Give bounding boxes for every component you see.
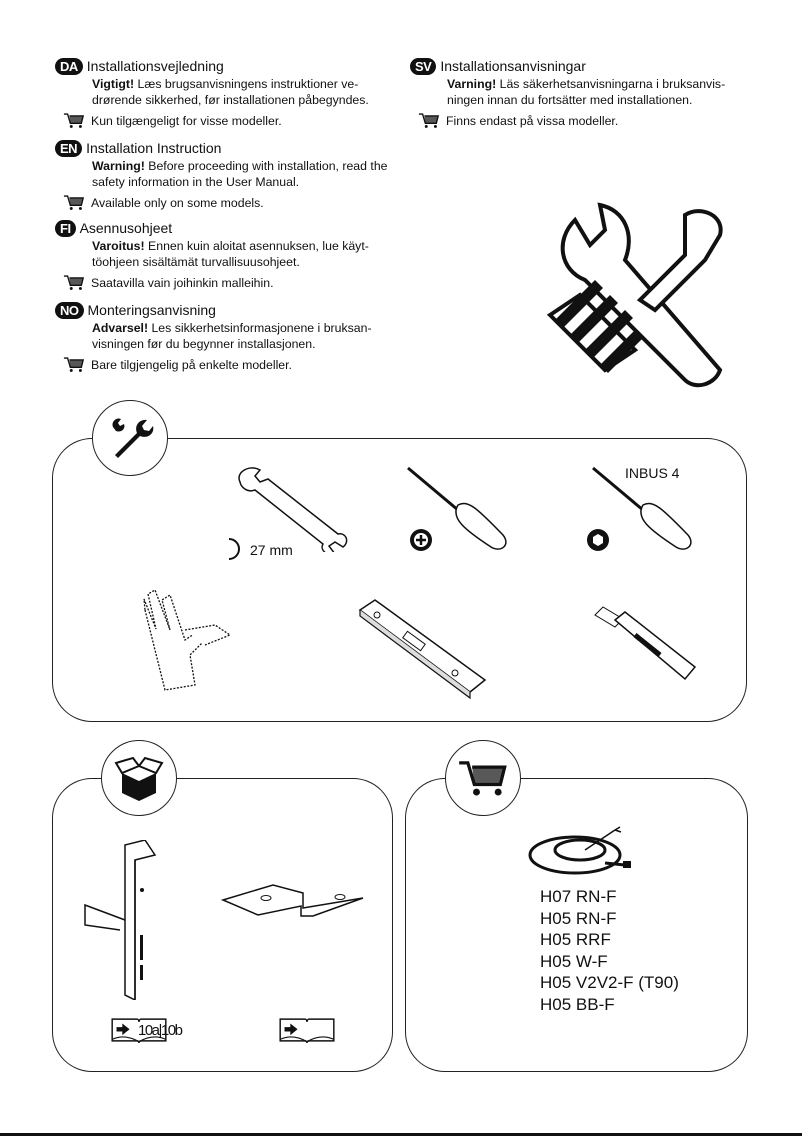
inbus-label: INBUS 4 bbox=[625, 465, 680, 481]
phillips-bit-icon bbox=[408, 527, 434, 553]
availability-note: Saatavilla vain joihinkin malleihin. bbox=[91, 275, 274, 290]
package-circle bbox=[101, 740, 177, 816]
lang-badge: DA bbox=[55, 58, 83, 75]
wrench-icon bbox=[105, 413, 155, 463]
availability-note: Finns endast på vissa modeller. bbox=[446, 113, 619, 128]
cart-icon bbox=[63, 356, 85, 373]
utility-knife-icon bbox=[590, 600, 700, 695]
tools-illustration-icon bbox=[535, 200, 745, 390]
spirit-level-icon bbox=[355, 595, 490, 705]
lang-block-no bbox=[55, 301, 395, 373]
lang-title: Monteringsanvisning bbox=[87, 302, 216, 318]
cable-type: H05 RRF bbox=[540, 930, 611, 949]
cable-type: H07 RN-F bbox=[540, 887, 617, 906]
cart-icon bbox=[457, 757, 509, 799]
box-icon bbox=[114, 753, 164, 803]
power-cable-icon bbox=[525, 825, 635, 880]
warning-text: Vigtigt! Læs brugsanvisningens instruktioner ve-drørende sikkerhed, før installationen påbegyndes. bbox=[92, 77, 369, 107]
mounting-bracket-icon bbox=[80, 840, 180, 1000]
reference-label: 10a|10b bbox=[138, 1022, 182, 1039]
warning-text: Advarsel! Les sikkerhetsinformasjonene i bruksan-visningen før du begynner installasjonen. bbox=[92, 321, 372, 351]
lang-badge: NO bbox=[55, 302, 84, 319]
lang-badge: FI bbox=[55, 220, 76, 237]
wrench-size-icon bbox=[226, 536, 248, 562]
availability-note: Bare tilgjengelig på enkelte modeller. bbox=[91, 357, 292, 372]
lang-block-en bbox=[55, 139, 395, 211]
availability-note: Kun tilgængeligt for visse modeller. bbox=[91, 113, 282, 128]
wrench-size-label: 27 mm bbox=[250, 542, 293, 558]
lang-block-sv bbox=[410, 57, 750, 129]
cart-icon bbox=[63, 194, 85, 211]
cart-icon bbox=[63, 274, 85, 291]
cart-icon bbox=[63, 112, 85, 129]
cable-type: H05 BB-F bbox=[540, 994, 615, 1014]
lang-badge: SV bbox=[410, 58, 436, 75]
gloves-icon bbox=[125, 590, 235, 695]
lang-block-da bbox=[55, 57, 395, 129]
cart-circle bbox=[445, 740, 521, 816]
warning-text: Varning! Läs säkerhetsanvisningarna i bruksanvis-ningen innan du fortsätter med installationen. bbox=[447, 77, 726, 107]
availability-note: Available only on some models. bbox=[91, 195, 264, 210]
cable-type: H05 RN-F bbox=[540, 908, 617, 928]
cable-type: H05 W-F bbox=[540, 951, 608, 971]
open-end-wrench-icon bbox=[230, 462, 350, 552]
lang-title: Asennusohjeet bbox=[79, 220, 173, 236]
lang-badge: EN bbox=[55, 140, 82, 157]
lang-title: Installationsvejledning bbox=[86, 58, 224, 74]
manual-reference-icon bbox=[278, 1015, 336, 1045]
cable-type: H05 V2V2-F (T90) bbox=[540, 973, 679, 992]
warning-text: Varoitus! Ennen kuin aloitat asennuksen, lue käyt-töohjeen sisältämät turvallisuusohjeet. bbox=[92, 239, 369, 269]
lang-block-fi bbox=[55, 219, 395, 291]
hex-bit-icon bbox=[585, 527, 611, 553]
lang-title: Installationsanvisningar bbox=[440, 58, 586, 74]
lang-title: Installation Instruction bbox=[86, 140, 222, 156]
tools-circle bbox=[92, 400, 168, 476]
z-bracket-icon bbox=[218, 880, 368, 925]
warning-text: Warning! Before proceeding with installation, read the safety information in the User Manual. bbox=[92, 159, 388, 189]
cart-icon bbox=[418, 112, 440, 129]
